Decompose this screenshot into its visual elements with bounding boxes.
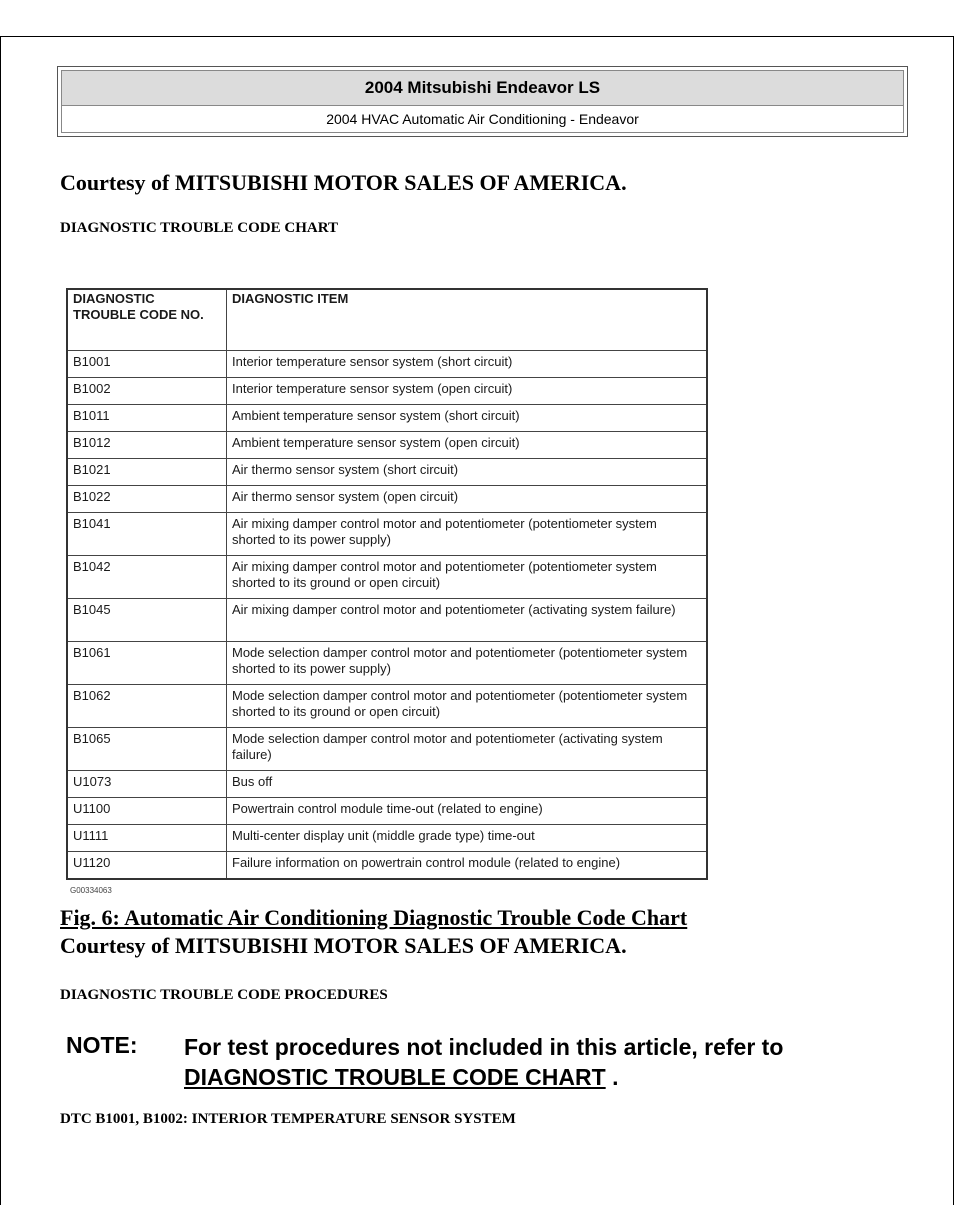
note-block bbox=[66, 1032, 783, 1092]
dtc-item: Mode selection damper control motor and potentiometer (potentiometer system shorted to its ground or open circuit) bbox=[227, 685, 708, 728]
dtc-item: Powertrain control module time-out (related to engine) bbox=[227, 798, 708, 825]
dtc-item: Interior temperature sensor system (short circuit) bbox=[227, 351, 708, 378]
dtc-item: Failure information on powertrain control module (related to engine) bbox=[227, 852, 708, 880]
dtc-item: Ambient temperature sensor system (open circuit) bbox=[227, 432, 708, 459]
dtc-item: Air mixing damper control motor and potentiometer (potentiometer system shorted to its ground or open circuit) bbox=[227, 556, 708, 599]
note-body bbox=[184, 1032, 783, 1092]
dtc-heading: DTC B1001, B1002: INTERIOR TEMPERATURE SENSOR SYSTEM bbox=[60, 1111, 516, 1127]
note-end: . bbox=[612, 1064, 619, 1090]
dtc-chart-figure bbox=[66, 288, 708, 895]
dtc-code: B1042 bbox=[67, 556, 227, 599]
column-header-code: DIAGNOSTIC TROUBLE CODE NO. bbox=[67, 289, 227, 351]
table-row bbox=[67, 825, 707, 852]
table-row bbox=[67, 459, 707, 486]
dtc-code: B1045 bbox=[67, 599, 227, 642]
dtc-item: Air thermo sensor system (short circuit) bbox=[227, 459, 708, 486]
dtc-code: B1011 bbox=[67, 405, 227, 432]
dtc-item: Air mixing damper control motor and potentiometer (activating system failure) bbox=[227, 599, 708, 642]
courtesy-line: Courtesy of MITSUBISHI MOTOR SALES OF AMERICA. bbox=[60, 933, 627, 958]
table-row bbox=[67, 486, 707, 513]
dtc-item: Mode selection damper control motor and potentiometer (activating system failure) bbox=[227, 728, 708, 771]
table-row bbox=[67, 728, 707, 771]
dtc-item: Ambient temperature sensor system (short circuit) bbox=[227, 405, 708, 432]
courtesy-line: Courtesy of MITSUBISHI MOTOR SALES OF AMERICA. bbox=[60, 170, 627, 195]
note-text: For test procedures not included in this article, refer to bbox=[184, 1034, 784, 1060]
table-row bbox=[67, 513, 707, 556]
table-row bbox=[67, 432, 707, 459]
dtc-code: B1001 bbox=[67, 351, 227, 378]
dtc-code: B1012 bbox=[67, 432, 227, 459]
dtc-item: Air mixing damper control motor and potentiometer (potentiometer system shorted to its power supply) bbox=[227, 513, 708, 556]
dtc-item: Interior temperature sensor system (open circuit) bbox=[227, 378, 708, 405]
table-row bbox=[67, 798, 707, 825]
table-row bbox=[67, 378, 707, 405]
dtc-code: B1022 bbox=[67, 486, 227, 513]
table-row bbox=[67, 685, 707, 728]
dtc-code: B1021 bbox=[67, 459, 227, 486]
dtc-code: B1065 bbox=[67, 728, 227, 771]
table-row bbox=[67, 556, 707, 599]
chart-heading: DIAGNOSTIC TROUBLE CODE CHART bbox=[60, 220, 338, 236]
table-row bbox=[67, 599, 707, 642]
dtc-chart-link[interactable]: DIAGNOSTIC TROUBLE CODE CHART bbox=[184, 1064, 606, 1090]
figure-caption-link[interactable]: Fig. 6: Automatic Air Conditioning Diagnostic Trouble Code Chart bbox=[60, 905, 688, 930]
dtc-code: B1002 bbox=[67, 378, 227, 405]
dtc-code: B1061 bbox=[67, 642, 227, 685]
section-title: 2004 HVAC Automatic Air Conditioning - Endeavor bbox=[326, 111, 639, 127]
note-label: NOTE: bbox=[66, 1032, 138, 1058]
dtc-code: U1111 bbox=[67, 825, 227, 852]
dtc-item: Multi-center display unit (middle grade type) time-out bbox=[227, 825, 708, 852]
table-row bbox=[67, 405, 707, 432]
dtc-table bbox=[66, 288, 708, 880]
table-row bbox=[67, 351, 707, 378]
dtc-item: Bus off bbox=[227, 771, 708, 798]
dtc-code: U1100 bbox=[67, 798, 227, 825]
table-row bbox=[67, 642, 707, 685]
dtc-code: B1062 bbox=[67, 685, 227, 728]
table-row bbox=[67, 771, 707, 798]
dtc-code: U1120 bbox=[67, 852, 227, 880]
table-row bbox=[67, 852, 707, 880]
vehicle-title: 2004 Mitsubishi Endeavor LS bbox=[62, 71, 903, 106]
dtc-item: Air thermo sensor system (open circuit) bbox=[227, 486, 708, 513]
figure-id: G00334063 bbox=[70, 886, 112, 895]
procedures-heading: DIAGNOSTIC TROUBLE CODE PROCEDURES bbox=[60, 987, 388, 1003]
dtc-code: B1041 bbox=[67, 513, 227, 556]
column-header-item: DIAGNOSTIC ITEM bbox=[227, 289, 708, 351]
dtc-code: U1073 bbox=[67, 771, 227, 798]
document-header bbox=[57, 66, 908, 137]
table-header-row bbox=[67, 289, 707, 351]
dtc-item: Mode selection damper control motor and potentiometer (potentiometer system shorted to its power supply) bbox=[227, 642, 708, 685]
